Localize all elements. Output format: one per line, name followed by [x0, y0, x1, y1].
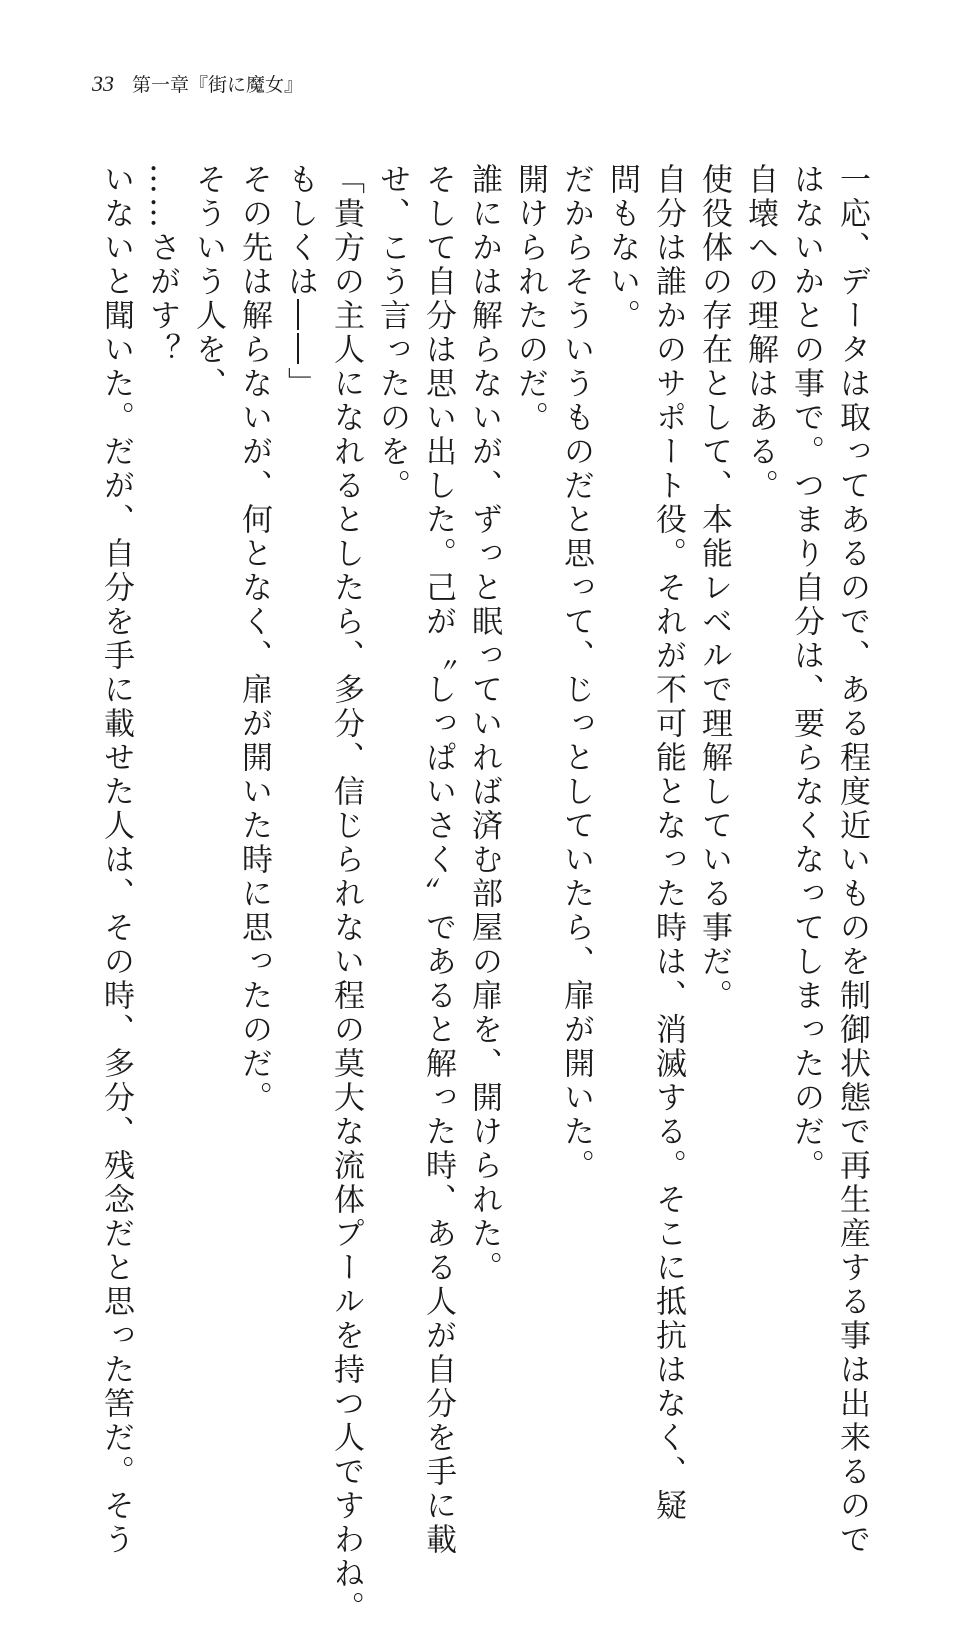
chapter-title: 第一章『街に魔女』 [132, 75, 304, 96]
text-line: 問もない。 [604, 163, 640, 333]
text-line: 自壊への理解はある。 [742, 163, 778, 503]
text-line: せ、こう言ったのを。 [374, 163, 410, 503]
text-line: その先は解らないが、何となく、扉が開いた時に思ったのだ。 [236, 163, 272, 1115]
page-header [92, 70, 303, 100]
text-line: だからそういうものだと思って、じっとしていたら、扉が開いた。 [558, 163, 594, 1183]
text-line: 「貴方の主人になれるとしたら、多分、信じられない程の莫大な流体プールを持つ人ですわね。 [328, 163, 364, 1625]
text-line: そういう人を、 [190, 163, 226, 401]
page-number: 33 [92, 71, 114, 96]
vertical-text-body [98, 163, 875, 1625]
text-line: 一応、データは取ってあるので、ある程度近いものを制御状態で再生産する事は出来るので [834, 163, 870, 1557]
text-line: 使役体の存在として、本能レベルで理解している事だ。 [696, 163, 732, 1013]
text-line: 開けられたのだ。 [512, 163, 548, 435]
text-line: 自分は誰かのサポート役。それが不可能となった時は、消滅する。そこに抵抗はなく、疑 [650, 163, 686, 1523]
text-line: いないと聞いた。だが、自分を手に載せた人は、その時、多分、残念だと思った筈だ。そう [98, 163, 134, 1557]
text-line: そして自分は思い出した。己が〝しっぱいさく〟であると解った時、ある人が自分を手に載 [420, 163, 456, 1557]
text-line: 誰にかは解らないが、ずっと眠っていれば済む部屋の扉を、開けられた。 [466, 163, 502, 1285]
text-line: もしくは――」 [282, 163, 318, 401]
text-line: ……さがす？ [144, 163, 180, 367]
text-line: はないかとの事で。つまり自分は、要らなくなってしまったのだ。 [788, 163, 824, 1183]
